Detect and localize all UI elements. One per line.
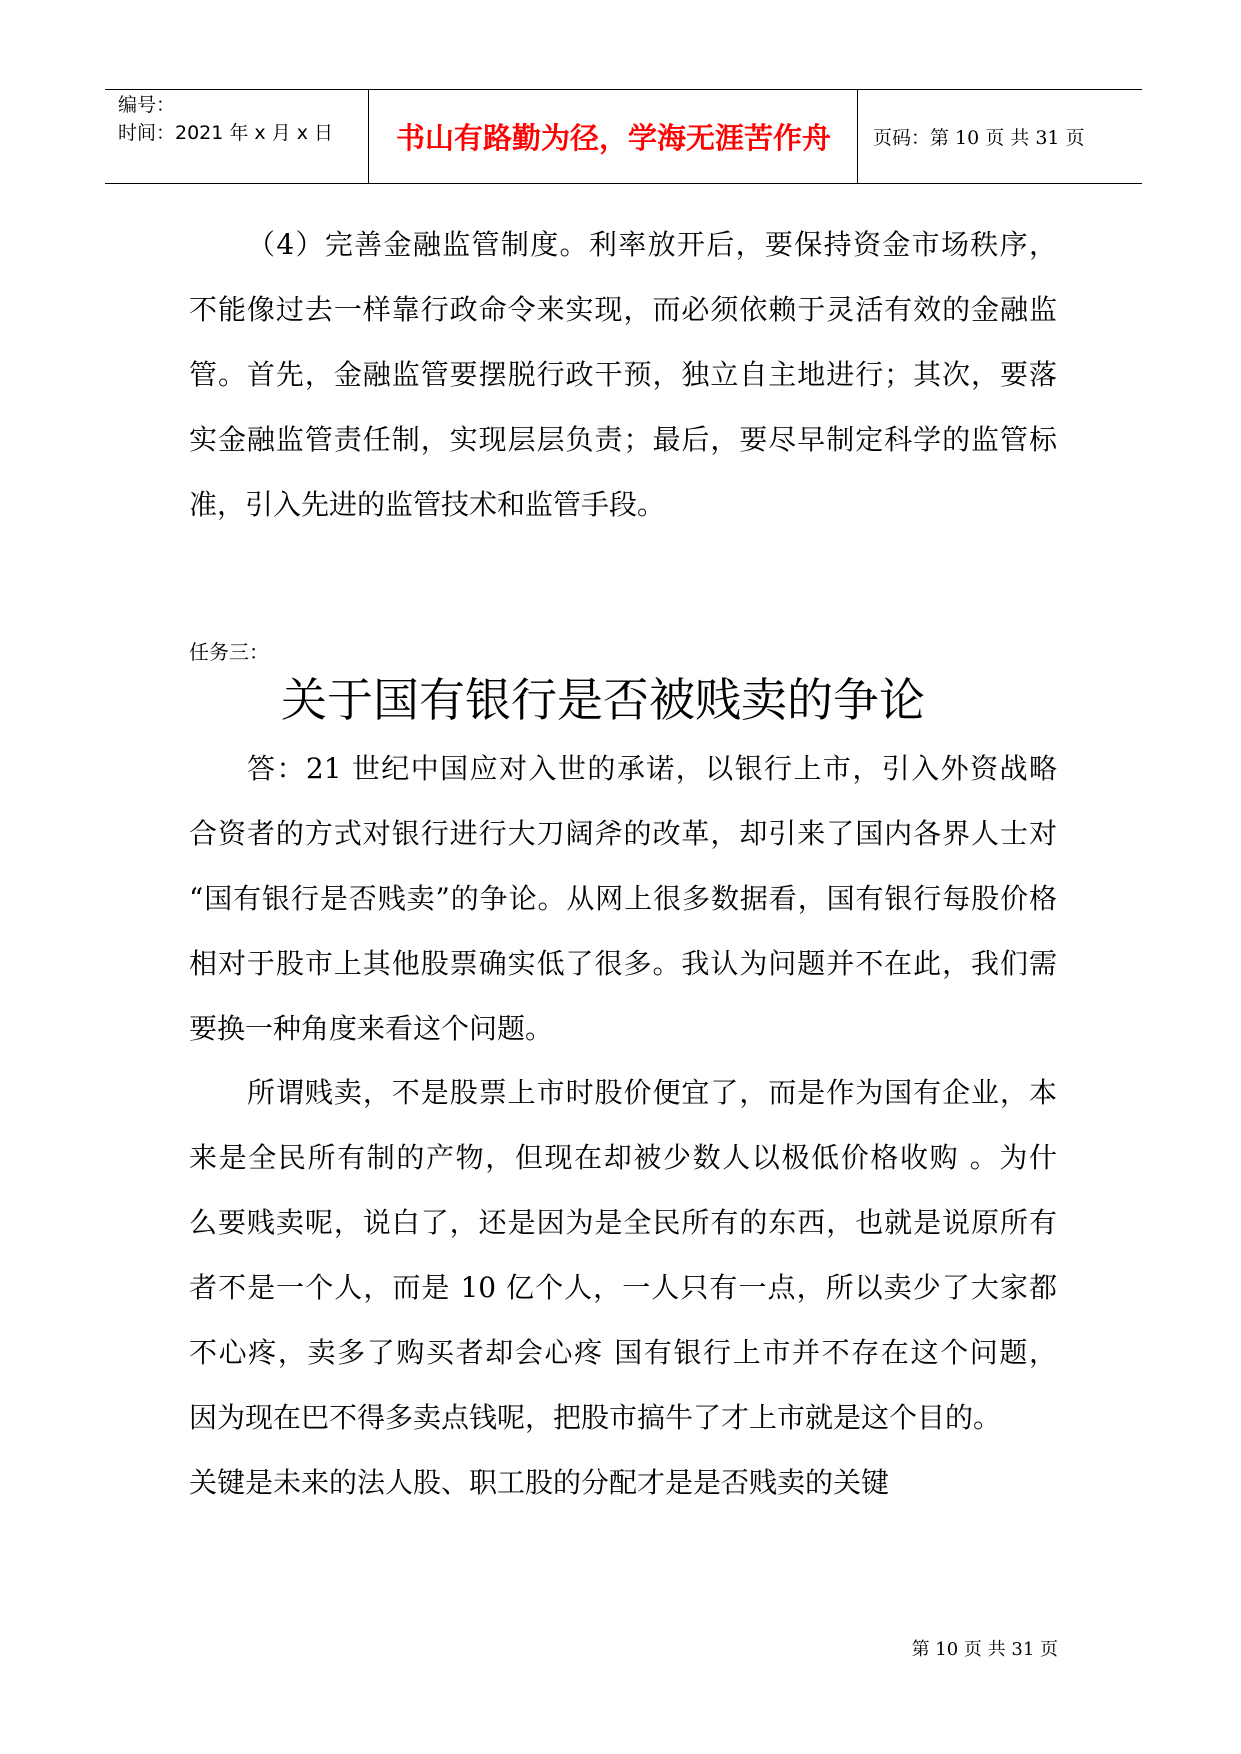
paragraph-2 [189,736,1057,1061]
footer-page-number: 第 10 页 共 31 页 [911,1639,1058,1660]
paragraph-line: “国有银行是否贱卖”的争论。从网上很多数据看，国有银行每股价格 [189,882,1057,915]
paragraph-line: 相对于股市上其他股票确实低了很多。我认为问题并不在此，我们需 [189,947,1057,980]
paragraph-line: 关键是未来的法人股、职工股的分配才是是否贱卖的关键 [189,1466,890,1499]
paragraph-line: 管。首先，金融监管要摆脱行政干预，独立自主地进行；其次，要落 [189,358,1057,391]
paragraph-line: 不心疼，卖多了购买者却会心疼 国有银行上市并不存在这个问题， [189,1336,1057,1369]
paragraph-line: 实金融监管责任制，实现层层负责；最后，要尽早制定科学的监管标 [189,423,1057,456]
paragraph-line: （4）完善金融监管制度。利率放开后，要保持资金市场秩序， [247,228,1057,261]
paragraph-line: 不能像过去一样靠行政命令来实现，而必须依赖于灵活有效的金融监 [189,293,1057,326]
paragraph-line: 因为现在巴不得多卖点钱呢，把股市搞牛了才上市就是这个目的。 [189,1401,1002,1434]
header-table [105,89,1142,184]
header-left-cell [118,91,333,147]
task-label: 任务三： [189,640,269,664]
paragraph-line: 所谓贱卖，不是股票上市时股价便宜了，而是作为国有企业，本 [247,1076,1057,1109]
paragraph-3 [189,1060,1057,1515]
paragraph-line: 准，引入先进的监管技术和监管手段。 [189,488,666,521]
paragraph-1 [189,212,1057,537]
paragraph-line: 答：21 世纪中国应对入世的承诺，以银行上市，引入外资战略 [247,752,1057,785]
paragraph-line: 么要贱卖呢，说白了，还是因为是全民所有的东西，也就是说原所有 [189,1206,1057,1239]
paragraph-line: 要换一种角度来看这个问题。 [189,1012,554,1045]
header-serial-label: 编号： [118,94,176,116]
article-title: 关于国有银行是否被贱卖的争论 [281,673,925,727]
header-page-info: 页码：第 10 页 共 31 页 [873,127,1085,149]
header-divider-left [368,90,369,183]
header-middle-cell [370,90,857,183]
paragraph-line: 来是全民所有制的产物，但现在却被少数人以极低价格收购 。为什 [189,1141,1057,1174]
header-date: 时间：2021 年 x 月 x 日 [118,122,334,144]
paragraph-line: 者不是一个人，而是 10 亿个人，一人只有一点，所以卖少了大家都 [189,1271,1057,1304]
header-right-cell [873,90,1085,183]
paragraph-line: 合资者的方式对银行进行大刀阔斧的改革，却引来了国内各界人士对 [189,817,1057,850]
header-motto: 书山有路勤为径，学海无涯苦作舟 [395,121,831,155]
header-divider-right [857,90,858,183]
